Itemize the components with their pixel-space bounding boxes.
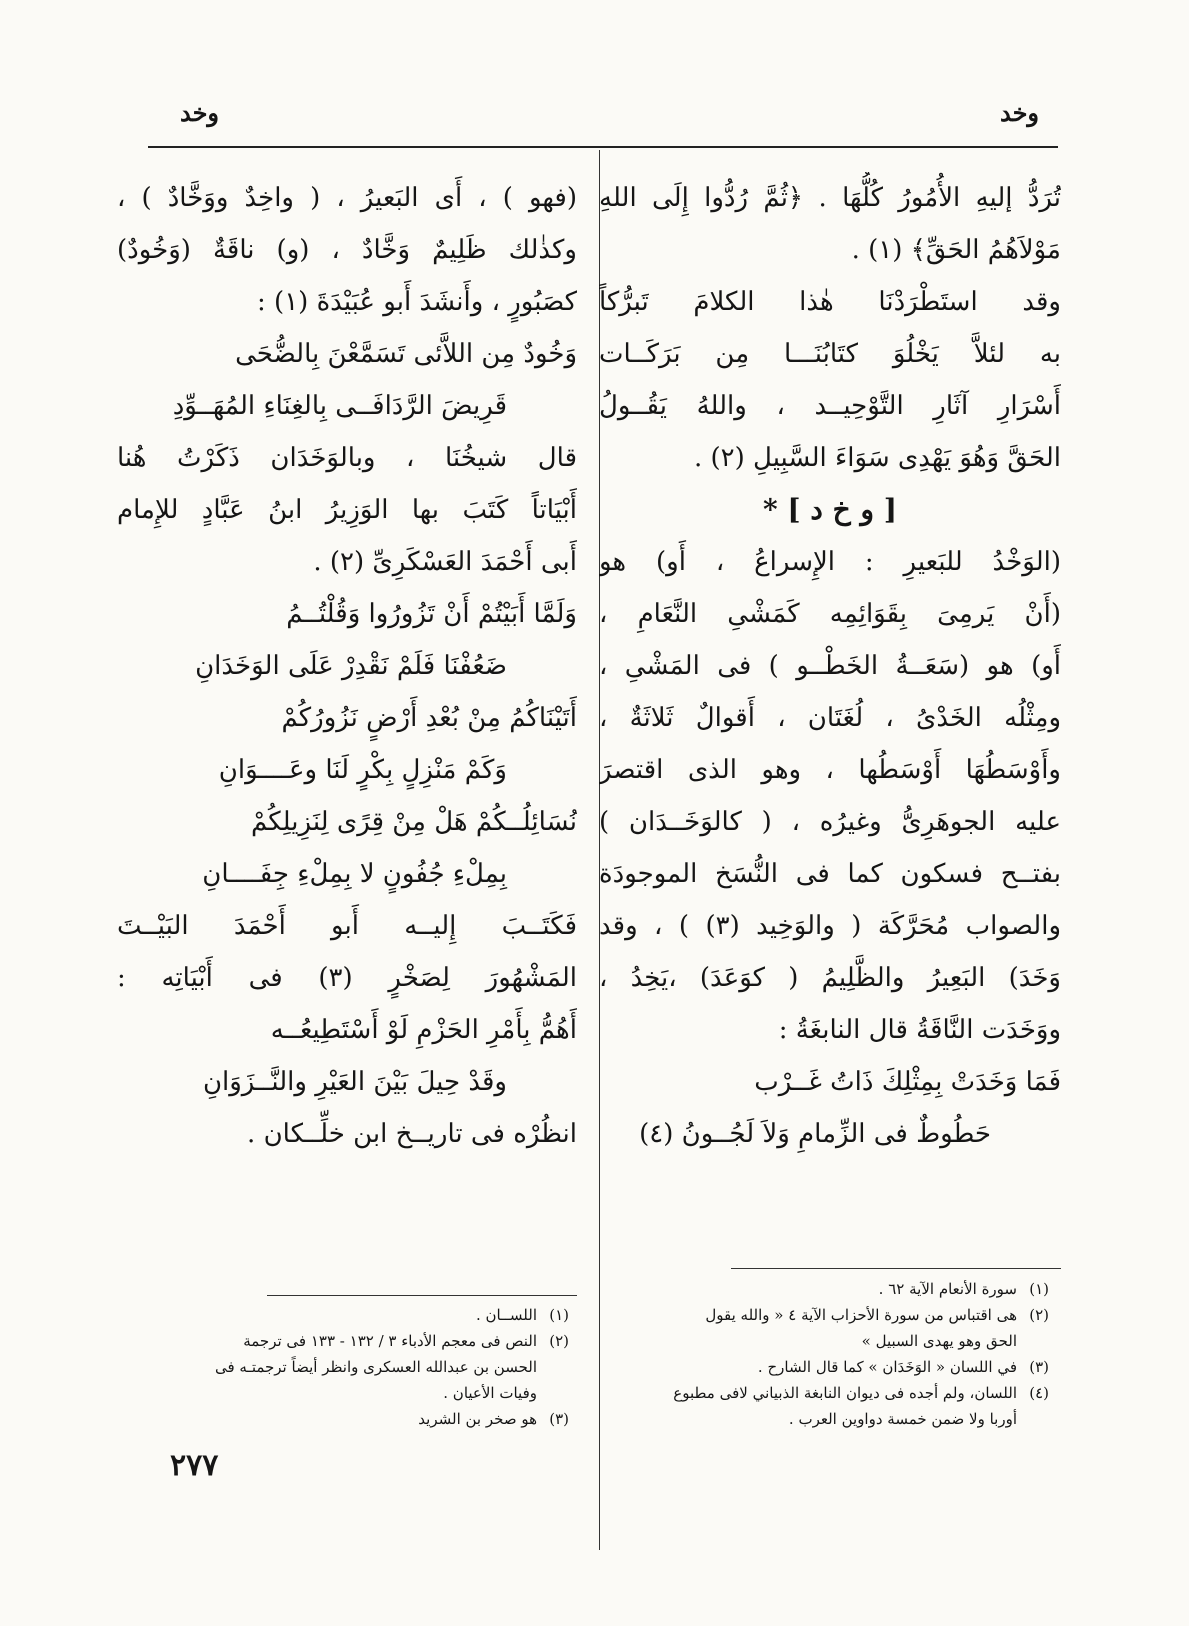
text-line: أَبى أَحْمَدَ العَسْكَرِىِّ (٢) . — [313, 547, 577, 577]
footnote-text: هو صخر بن الشريد — [418, 1410, 537, 1428]
running-head-left: وخد — [180, 98, 220, 127]
footnote-continuation — [599, 1406, 1049, 1432]
footnote-text: اللسان، ولم أجده فى ديوان النابغة الذبياني لافى مطبوع — [673, 1384, 1017, 1402]
page-number: ٢٧٧ — [170, 1448, 219, 1483]
text-line: وكذٰلك ظَلِيمٌ وَخَّادٌ ، (و) ناقَةٌ (وَخُودٌ) — [117, 235, 577, 265]
footnote — [599, 1276, 1049, 1302]
text-line: فَكَتَــبَ إِليــه أَبو أَحْمَدَ البَيْــتَ — [117, 911, 577, 941]
verse-line: وقَدْ حِيلَ بَيْنَ العَيْرِ والنَّــزَوَانِ — [202, 1067, 507, 1097]
footnote-number: (٢) — [1029, 1306, 1049, 1324]
footnote-continuation — [119, 1380, 569, 1406]
text-line: بفتــح فسكون كما فى النُّسَخ الموجودَة — [599, 859, 1061, 889]
footnote-number: (١) — [549, 1306, 569, 1324]
text-line: انظُرْه فى تاريــخ ابن خلِّــكان . — [247, 1119, 577, 1149]
verse-line: بِمِلْءِ جُفُونٍ لا بِمِلْءِ جِفَــــانِ — [202, 859, 507, 889]
verse-line: وَلَمَّا أَبَيْتُمْ أَنْ تَزُورُوا وَقُلْتُــمُ — [286, 599, 577, 629]
footnotes-left — [119, 1302, 569, 1432]
text-line: والصواب مُحَرَّكَة ( والوَخِيد (٣) ) ، وقد — [599, 911, 1061, 941]
footnote-number: (٤) — [1029, 1384, 1049, 1402]
footnote-text: هى اقتباس من سورة الأحزاب الآية ٤ « والله يقول — [705, 1306, 1017, 1324]
footnote — [599, 1302, 1049, 1328]
text-line: وَخَدَ) البَعِيرُ والظَّلِيمُ ( كوَعَدَ) ،يَخِدُ ، — [599, 963, 1061, 993]
footnote — [599, 1354, 1049, 1380]
text-line: وقد استَطْرَدْنَا هٰذا الكلامَ تَبرُّكاً — [599, 287, 1061, 317]
verse-line: وَكَمْ مَنْزِلٍ بِكْرٍ لَنَا وعَــــوَانِ — [218, 755, 507, 785]
verse-line: أَهُمُّ بِأَمْرِ الحَزْمِ لَوْ أَسْتَطِيعُــه — [270, 1015, 577, 1045]
footnote-rule-right — [731, 1268, 1061, 1269]
verse-line: قَرِيضَ الرَّدَافَــى بِالغِنَاءِ المُهَــوِّدِ — [172, 391, 507, 421]
footnote — [119, 1302, 569, 1328]
running-head-right: وخد — [999, 98, 1039, 127]
text-line: (فهو ) ، أَى البَعيرُ ، ( واخِدٌ ووَخَّادٌ ) ، — [117, 183, 577, 213]
footnote-number: (٣) — [1029, 1358, 1049, 1376]
text-line: مَوْلاَهُمُ الحَقِّ﴾ (١) . — [851, 235, 1061, 265]
text-line: عليه الجوهَرِىُّ وغيرُه ، ( كالوَخَــدَان ) — [599, 807, 1061, 837]
verse-line: حَطُوطٌ فى الزِّمامِ وَلاَ لَجُــونُ (٤) — [639, 1119, 991, 1149]
footnotes-right — [599, 1276, 1049, 1432]
footnote-text: النص فى معجم الأدباء ٣ / ١٣٢ - ١٣٣ فى ترجمة — [243, 1332, 537, 1350]
text-line: تُرَدُّ إليهِ الأُمُورُ كُلُّهَا . ﴿ثُمَّ رُدُّوا إِلَى اللهِ — [599, 183, 1061, 213]
footnote-number: (١) — [1029, 1280, 1049, 1298]
footnote-text: وفيات الأعيان . — [443, 1384, 537, 1402]
entry-heading: [ و خ د ] * — [763, 493, 897, 526]
text-line: المَشْهُورَ لِصَخْرٍ (٣) فى أَبْيَاتِه : — [117, 963, 577, 993]
text-line: كصَبُورٍ ، وأَنشَدَ أَبو عُبَيْدَةَ (١) : — [257, 287, 577, 317]
footnote-rule-left — [267, 1295, 577, 1296]
footnote-text: أوربا ولا ضمن خمسة دواوين العرب . — [788, 1410, 1017, 1428]
text-line: الحَقَّ وَهُوَ يَهْدِى سَوَاءَ السَّبِيلِ (٢) . — [693, 443, 1061, 473]
verse-line: ضَعُفْنَا فَلَمْ نَقْدِرْ عَلَى الوَخَدَانِ — [195, 651, 507, 681]
footnote-text: الحسن بن عبدالله العسكرى وانظر أيضاً ترجمتـه فى — [214, 1358, 537, 1376]
footnote — [599, 1380, 1049, 1406]
right-column — [599, 172, 1061, 1160]
verse-line: نُسَائِلُــكُمْ هَلْ مِنْ قِرًى لِنَزِيلِكُمْ — [250, 807, 577, 837]
text-line: (الوَخْدُ للبَعيرِ : الإِسراعُ ، أَو) هو — [599, 547, 1061, 577]
text-line: أَبْيَاتاً كَتَبَ بها الوَزِيرُ ابنُ عَبَّادٍ للإِمام — [117, 495, 577, 525]
footnote-text: اللســان . — [476, 1306, 537, 1324]
verse-line: فَمَا وَخَدَتْ بِمِثْلِكَ ذَاتُ غَــرْب — [754, 1067, 1061, 1097]
text-line: وأَوْسَطُهَا أَوْسَطُها ، وهو الذى اقتصرَ — [599, 755, 1061, 785]
verse-line: وَخُودٌ مِن اللاَّئى تَسَمَّعْنَ بِالضُّحَى — [235, 339, 577, 369]
footnote — [119, 1328, 569, 1354]
header-rule — [148, 146, 1058, 148]
footnote-text: سورة الأنعام الآية ٦٢ . — [878, 1280, 1017, 1298]
left-column — [117, 172, 577, 1160]
text-line: أَسْرَارِ آثَارِ التَّوْحِيــد ، واللهُ يَقُــولُ — [599, 391, 1061, 421]
text-line: أَو) هو (سَعَــةُ الخَطْــو ) فى المَشْىِ ، — [599, 651, 1061, 681]
footnote-text: الحق وهو يهدى السبيل » — [861, 1332, 1017, 1350]
text-line: به لئلاَّ يَخْلُوَ كتَابُنَـــا مِن بَرَكَــات — [599, 339, 1061, 369]
text-line: ووَخَدَت النَّاقَةُ قال النابغَةُ : — [778, 1015, 1061, 1045]
footnote — [119, 1406, 569, 1432]
footnote-continuation — [119, 1354, 569, 1380]
footnote-number: (٣) — [549, 1410, 569, 1428]
verse-line: أَتَيْنَاكُمُ مِنْ بُعْدِ أَرْضٍ نَزُورُكُمْ — [281, 703, 577, 733]
text-line: ومِثْلُه الخَدْىُ ، لُغَتَان ، أَقوالٌ ثَلاثَةٌ ، — [599, 703, 1061, 733]
text-line: (أَنْ يَرمِىَ بِقَوَائِمِه كَمَشْىِ النَّعَامِ ، — [599, 599, 1061, 629]
footnote-text: في اللسان « الوَخَدَان » كما قال الشارح . — [757, 1358, 1017, 1376]
text-line: قال شيخُنَا ، وبالوَخَدَان ذَكَرْتُ هُنا — [117, 443, 577, 473]
footnote-continuation — [599, 1328, 1049, 1354]
footnote-number: (٢) — [549, 1332, 569, 1350]
